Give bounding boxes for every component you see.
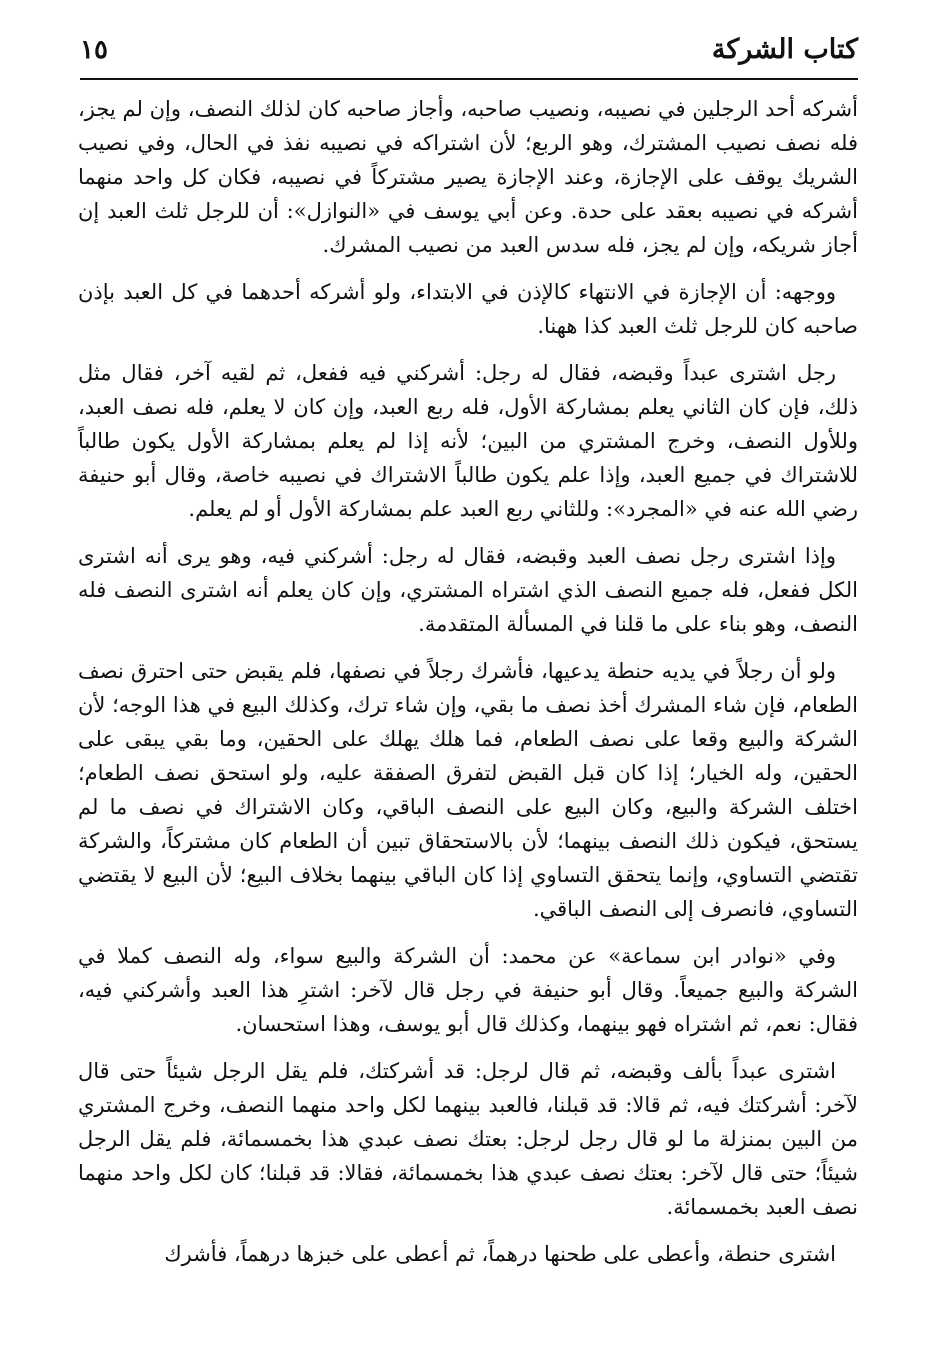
paragraph-7: اشترى عبداً بألف وقبضه، ثم قال لرجل: قد أشركتك، فلم يقل الرجل شيئاً حتى قال لآخر: أشركتك فيه، ثم قالا: قد قبلنا، فالعبد بينهما لكل واحد منهما النصف، وخرج المشتري من البين بمنزلة ما لو قال رجل لرجل: بعتك نصف عبدي هذا بخمسمائة، فلم يقل الرجل شيئاً؛ حتى قال لآخر: بعتك نصف عبدي هذا بخمسمائة، فقالا: قد قبلنا؛ كان لكل واحد منهما نصف العبد بخمسمائة. — [78, 1059, 859, 1219]
header-rule — [80, 78, 858, 80]
running-title: كتاب الشركة — [711, 34, 858, 65]
paragraph-8: اشترى حنطة، وأعطى على طحنها درهماً، ثم أعطى على خبزها درهماً، فأشرك — [164, 1242, 836, 1266]
page-number: ١٥ — [80, 35, 108, 65]
page-header — [80, 30, 858, 70]
body-text — [78, 92, 858, 1284]
paragraph-1: أشركه أحد الرجلين في نصيبه، ونصيب صاحبه، وأجاز صاحبه كان لذلك النصف، وإن لم يجز، فله نصف نصيب المشترك، وهو الربع؛ لأن اشتراكه في نصيبه نفذ في الحال، وفي نصيب الشريك يوقف على الإجازة، وعند الإجازة يصير مشتركاً في نصيبه، فكان كل واحد منهما أشركه في نصيبه بعقد على حدة. وعن أبي يوسف في «النوازل»: أن للرجل ثلث العبد إن أجاز شريكه، وإن لم يجز، فله سدس العبد من نصيب المشرك. — [78, 97, 858, 257]
paragraph-2: ووجهه: أن الإجازة في الانتهاء كالإذن في الابتداء، ولو أشركه أحدهما في كل العبد بإذن صاحبه كان للرجل ثلث العبد كذا ههنا. — [78, 280, 858, 338]
paragraph-5: ولو أن رجلاً في يديه حنطة يدعيها، فأشرك رجلاً في نصفها، فلم يقبض حتى احترق نصف الطعام، فإن شاء المشرك أخذ نصف ما بقي، وإن شاء ترك، وكذلك البيع في هذا الوجه؛ لأن الشركة والبيع وقعا على نصف الطعام، فما هلك يهلك على الحقين، وما بقي يبقى على الحقين، وله الخيار؛ إذا كان قبل القبض لتفرق الصفقة عليه، ولو استحق نصف الطعام؛ اختلف الشركة والبيع، وكان البيع على النصف الباقي، وكان الاشتراك في نصف ما لم يستحق، فيكون ذلك النصف بينهما؛ لأن بالاستحقاق تبين أن الطعام كان مشتركاً، والشركة تقتضي التساوي، وإنما يتحقق التساوي إذا كان الباقي بينهما بخلاف البيع؛ لأن البيع لا يقتضي التساوي، فانصرف إلى النصف الباقي. — [78, 659, 858, 921]
paragraph-3: رجل اشترى عبداً وقبضه، فقال له رجل: أشركني فيه ففعل، ثم لقيه آخر، فقال مثل ذلك، فإن كان الثاني يعلم بمشاركة الأول، فله ربع العبد، وإن كان لا يعلم، فله نصف العبد، وللأول النصف، وخرج المشتري من البين؛ لأنه إذا لم يعلم بمشاركة الأول يكون طالباً للاشتراك في جميع العبد، وإذا علم يكون طالباً الاشتراك في نصيبه خاصة، وقال أبو حنيفة رضي الله عنه في «المجرد»: وللثاني ربع العبد علم بمشاركة الأول أو لم يعلم. — [78, 361, 858, 521]
paragraph-4: وإذا اشترى رجل نصف العبد وقبضه، فقال له رجل: أشركني فيه، وهو يرى أنه اشترى الكل ففعل، فله جميع النصف الذي اشتراه المشتري، وإن كان يعلم أنه اشترى النصف فله النصف، وهو بناء على ما قلنا في المسألة المتقدمة. — [78, 544, 858, 636]
paragraph-6: وفي «نوادر ابن سماعة» عن محمد: أن الشركة والبيع سواء، وله النصف كملا في الشركة والبيع جميعاً. وقال أبو حنيفة في رجل قال لآخر: اشترِ هذا العبد وأشركني فيه، فقال: نعم، ثم اشتراه فهو بينهما، وكذلك قال أبو يوسف، وهذا استحسان. — [78, 944, 858, 1036]
